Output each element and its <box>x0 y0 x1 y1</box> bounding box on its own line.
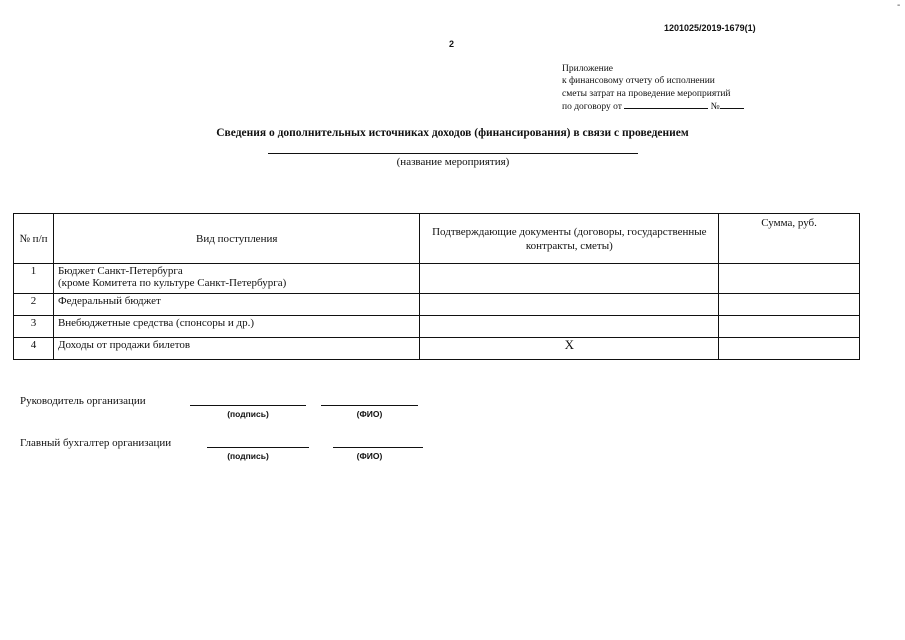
header-type: Вид поступления <box>53 214 420 264</box>
appendix-line-2: к финансовому отчету об исполнении <box>562 76 715 87</box>
row-type <box>53 264 420 294</box>
document-title: Сведения о дополнительных источниках доходов (финансирования) в связи с проведением <box>216 127 689 139</box>
header-num: № п/п <box>14 214 54 264</box>
row-sum <box>719 264 860 294</box>
row-sum <box>719 294 860 316</box>
appendix-block <box>562 63 772 113</box>
head-name-line <box>321 405 418 406</box>
row-type: Доходы от продажи билетов <box>53 338 420 360</box>
row-type-line-2: (кроме Комитета по культуре Санкт-Петербурга) <box>57 277 287 289</box>
accountant-label: Главный бухгалтер организации <box>20 437 172 449</box>
row-type: Внебюджетные средства (спонсоры и др.) <box>53 316 420 338</box>
edge-mark: - <box>897 0 901 11</box>
head-label: Руководитель организации <box>20 395 146 407</box>
contract-number-blank <box>720 100 744 109</box>
head-signature-caption: (подпись) <box>227 409 269 419</box>
contract-number-label: № <box>710 101 720 112</box>
event-name-line <box>268 153 638 154</box>
row-type: Федеральный бюджет <box>53 294 420 316</box>
header-sum: Сумма, руб. <box>719 214 860 264</box>
row-sum <box>719 316 860 338</box>
income-sources-table <box>13 213 860 360</box>
row-num: 4 <box>14 338 54 360</box>
row-docs-x-mark: X <box>420 338 719 360</box>
event-name-caption: (название мероприятия) <box>396 156 510 168</box>
head-name-caption: (ФИО) <box>356 409 383 419</box>
contract-date-blank <box>624 100 708 109</box>
table-header-row <box>14 214 860 264</box>
table-row <box>14 264 860 294</box>
head-signature-line <box>190 405 306 406</box>
contract-date-label: по договору от <box>562 101 622 112</box>
row-num: 2 <box>14 294 54 316</box>
appendix-line-3: сметы затрат на проведение мероприятий <box>562 88 731 99</box>
accountant-signature-caption: (подпись) <box>227 451 269 461</box>
table-row <box>14 338 860 360</box>
accountant-name-line <box>333 447 423 448</box>
accountant-signature-line <box>207 447 309 448</box>
table-row <box>14 294 860 316</box>
row-docs <box>420 294 719 316</box>
table-row <box>14 316 860 338</box>
page-number: 2 <box>449 39 455 49</box>
row-num: 1 <box>14 264 54 294</box>
row-type-line-1: Бюджет Санкт-Петербурга <box>57 265 183 277</box>
header-docs: Подтверждающие документы (договоры, государственные контракты, сметы) <box>420 214 719 264</box>
row-docs <box>420 264 719 294</box>
row-docs <box>420 316 719 338</box>
appendix-line-1: Приложение <box>562 64 613 74</box>
row-num: 3 <box>14 316 54 338</box>
document-number: 1201025/2019-1679(1) <box>664 23 756 33</box>
appendix-line-4 <box>562 100 772 113</box>
accountant-name-caption: (ФИО) <box>356 451 383 461</box>
row-sum <box>719 338 860 360</box>
